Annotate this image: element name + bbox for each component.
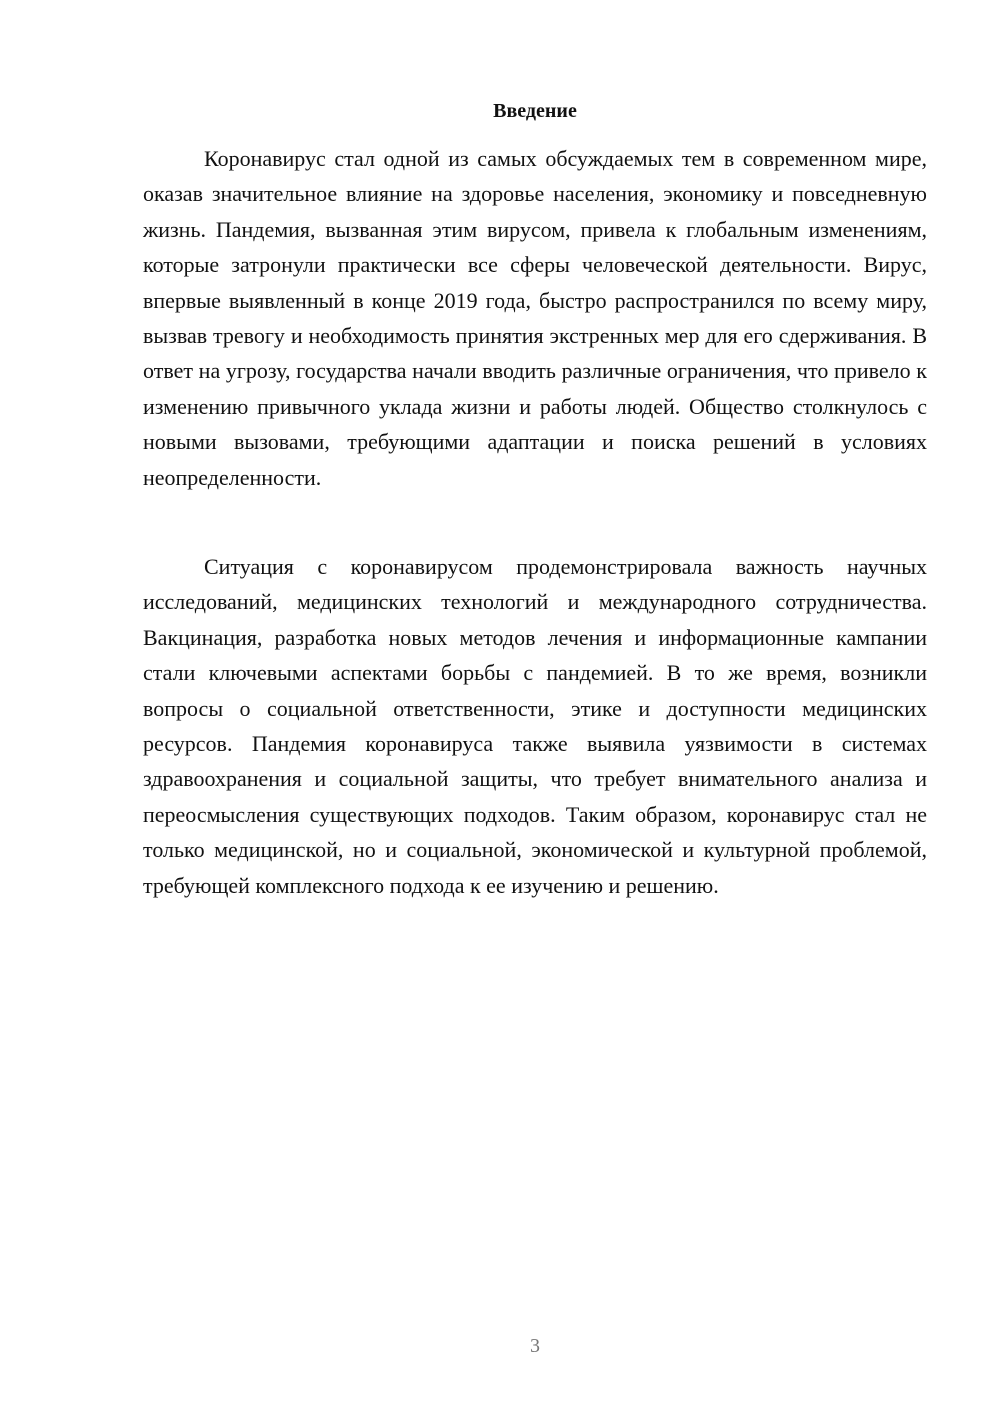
section-title: Введение (493, 100, 577, 122)
paragraph-1: Коронавирус стал одной из самых обсуждаемых тем в современном мире, оказав значительное влияние на здоровье населения, экономику и повседневную жизнь. Пандемия, вызванная этим вирусом, привела к глобальным изменениям, которые затронули практически все сферы человеческой деятельности. Вирус, впервые выявленный в конце 2019 года, быстро распространился по всему миру, вызвав тревогу и необходимость принятия экстренных мер для его сдерживания. В ответ на угрозу, государства начали вводить различные ограничения, что привело к изменению привычного уклада жизни и работы людей. Общество столкнулось с новыми вызовами, требующими адаптации и поиска решений в условиях неопределенности. (143, 146, 927, 490)
paragraph-2: Ситуация с коронавирусом продемонстрировала важность научных исследований, медицинских технологий и международного сотрудничества. Вакцинация, разработка новых методов лечения и информационные кампании стали ключевыми аспектами борьбы с пандемией. В то же время, возникли вопросы о социальной ответственности, этике и доступности медицинских ресурсов. Пандемия коронавируса также выявила уязвимости в системах здравоохранения и социальной защиты, что требует внимательного анализа и переосмысления существующих подходов. Таким образом, коронавирус стал не только медицинской, но и социальной, экономической и культурной проблемой, требующей комплексного подхода к ее изучению и решению. (143, 554, 927, 898)
page-number: 3 (530, 1335, 540, 1357)
